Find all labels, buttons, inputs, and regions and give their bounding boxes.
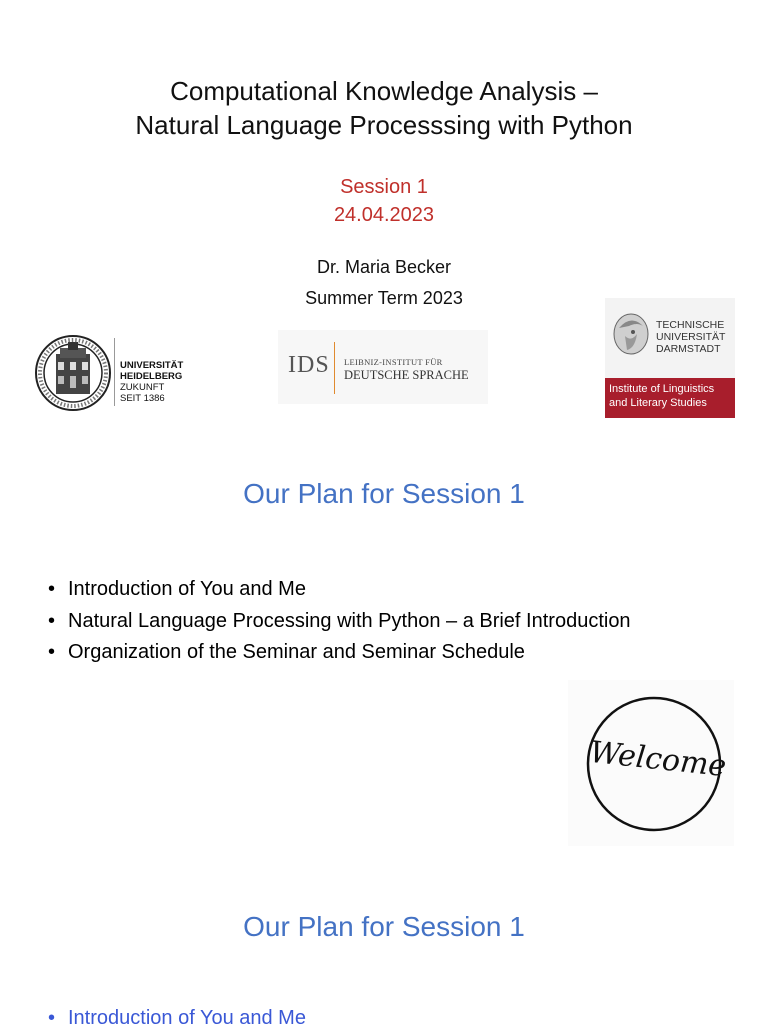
heidelberg-line-2: HEIDELBERG <box>120 371 183 382</box>
list-item: • Organization of the Seminar and Seminar Schedule <box>48 637 631 669</box>
heidelberg-line-4: SEIT 1386 <box>120 393 165 404</box>
term-label: Summer Term 2023 <box>305 288 463 308</box>
list-item: • Introduction of You and Me <box>48 1003 306 1035</box>
plan-slide-2-title: Our Plan for Session 1 <box>243 911 525 942</box>
ids-line-1: LEIBNIZ-INSTITUT FÜR <box>344 357 443 367</box>
tud-logo <box>605 298 735 418</box>
tud-line-3: DARMSTADT <box>656 343 721 355</box>
welcome-badge <box>568 680 734 846</box>
heidelberg-logo <box>34 334 194 412</box>
plan-bullet-list <box>48 574 631 669</box>
list-item: • Introduction of You and Me <box>48 574 631 606</box>
heidelberg-seal-icon <box>34 334 112 412</box>
ids-divider <box>334 342 335 394</box>
plan-2-bullet-list <box>48 1003 306 1035</box>
heidelberg-divider <box>114 338 115 406</box>
session-label: Session 1 <box>340 176 428 198</box>
tud-banner-line-2: and Literary Studies <box>609 397 707 409</box>
welcome-script: Welcome <box>588 734 728 785</box>
tud-institute-banner <box>605 378 735 418</box>
heidelberg-line-3: ZUKUNFT <box>120 382 165 393</box>
list-item: • Natural Language Processing with Python – a Brief Introduction <box>48 606 631 638</box>
heidelberg-wordmark <box>120 360 183 404</box>
ids-line-2: DEUTSCHE SPRACHE <box>344 368 469 382</box>
session-date: 24.04.2023 <box>333 204 435 226</box>
heidelberg-line-1: UNIVERSITÄT <box>120 360 184 371</box>
plan-slide-title: Our Plan for Session 1 <box>243 478 525 509</box>
tud-line-2: UNIVERSITÄT <box>656 331 726 343</box>
tud-banner-line-1: Institute of Linguistics <box>609 383 715 395</box>
ids-abbr: IDS <box>288 352 330 378</box>
lecturer-name: Dr. Maria Becker <box>316 257 452 277</box>
slide-title-line-2: Natural Language Processsing with Python <box>135 110 633 140</box>
tud-wordmark <box>656 319 725 355</box>
tud-athena-icon <box>611 312 651 360</box>
ids-logo <box>278 330 488 404</box>
slide-title-line-1: Computational Knowledge Analysis – <box>170 76 598 106</box>
tud-line-1: TECHNISCHE <box>656 319 725 331</box>
